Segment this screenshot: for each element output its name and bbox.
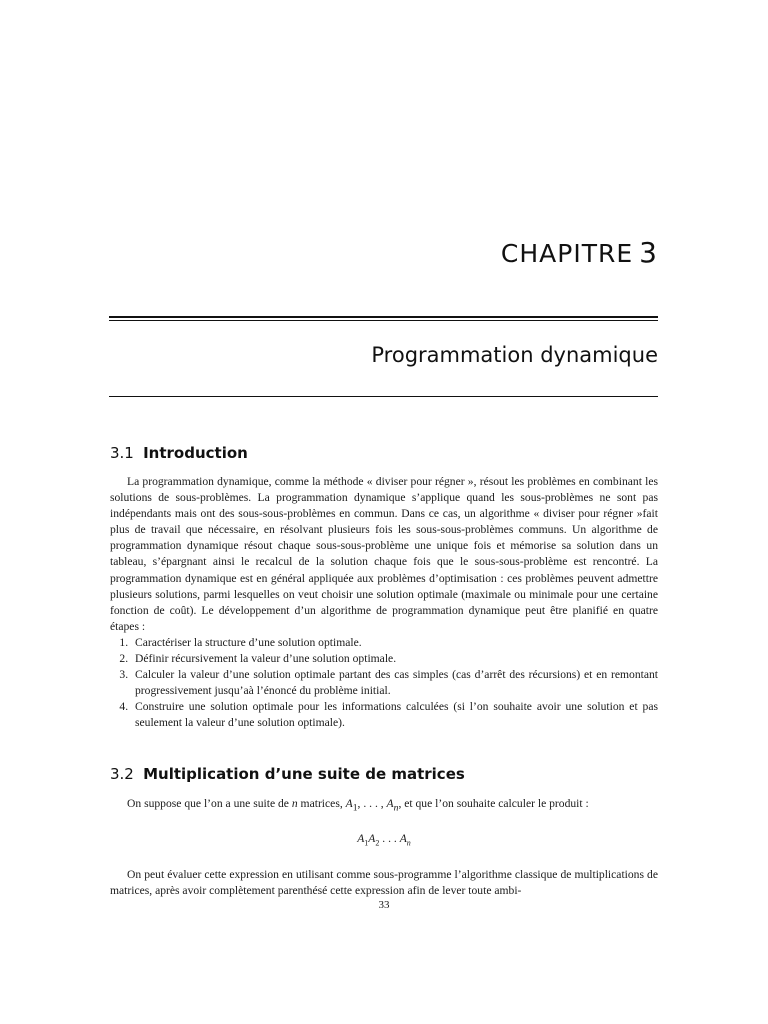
matrices-paragraph-2: On peut évaluer cette expression en utilisant comme sous-programme l’algorithme classique de multiplications de matrices, après avoir complètement parenthésé cette expression afin de lever toute ambi-: [110, 867, 658, 897]
chapter-number: 3: [639, 236, 658, 269]
bottom-rule: [109, 396, 658, 397]
page-number: 33: [378, 899, 390, 911]
list-item: 3. Calculer la valeur d’une solution optimale partant des cas simples (cas d’arrêt des récursions) et en remontant progressivement jusqu’aà l’énoncé du problème initial.: [131, 667, 658, 699]
chapter-title: Programmation dynamique: [371, 343, 658, 367]
introduction-paragraph: La programmation dynamique, comme la méthode « diviser pour régner », résout les problèmes en combinant les solutions de sous-problèmes. La programmation dynamique s’applique quand les sous-problèmes ne sont pas indépendants mais ont des sous-sous-problèmes en commun. Dans ce cas, un algorithme « diviser pour régner »fait plus de travail que nécessaire, en résolvant plusieurs fois les sous-sous-problèmes communs. Un algorithme de programmation dynamique résout chaque sous-sous-problème une unique fois et mémorise sa solution dans un tableau, s’épargnant ainsi le recalcul de la solution chaque fois que le sous-sous-problème est rencontré. La programmation dynamique est en général appliquée aux problèmes d’optimisation : ces problèmes peuvent admettre plusieurs solutions, parmi lesquelles on veut choisir une solution optimale (maximale ou minimale pour une certaine fonction de coût). Le développement d’un algorithme de programmation dynamique peut être planifié en quatre étapes :: [110, 475, 658, 633]
chapter-label: CHAPITRE: [500, 239, 634, 268]
introduction-body: [110, 474, 658, 732]
matrices-intro-paragraph: On suppose que l’on a une suite de n matrices, $A_1$, . . . , $A_n$, et que l’on souhaite calculer le produit :: [127, 797, 589, 814]
list-item: 4. Construire une solution optimale pour les informations calculées (si l’on souhaite avoir une solution et pas seulement la valeur d’une solution optimale).: [131, 699, 658, 731]
product-formula: $A_1A_2$ . . . $A_n$: [357, 832, 411, 848]
section-heading-matrices: [110, 765, 658, 783]
list-item: 1. Caractériser la structure d’une solution optimale.: [131, 635, 658, 651]
matrices-body: [110, 796, 658, 899]
section-number: 3.1: [110, 444, 134, 462]
section-title: Multiplication d’une suite de matrices: [143, 765, 465, 783]
section-heading-introduction: [110, 444, 658, 462]
chapter-heading: [501, 236, 658, 269]
section-title: Introduction: [143, 444, 248, 462]
section-number: 3.2: [110, 765, 134, 783]
list-item: 2. Définir récursivement la valeur d’une solution optimale.: [131, 651, 658, 667]
steps-list: [110, 635, 658, 732]
top-rule-thin: [109, 320, 658, 321]
top-rule-thick: [109, 316, 658, 318]
